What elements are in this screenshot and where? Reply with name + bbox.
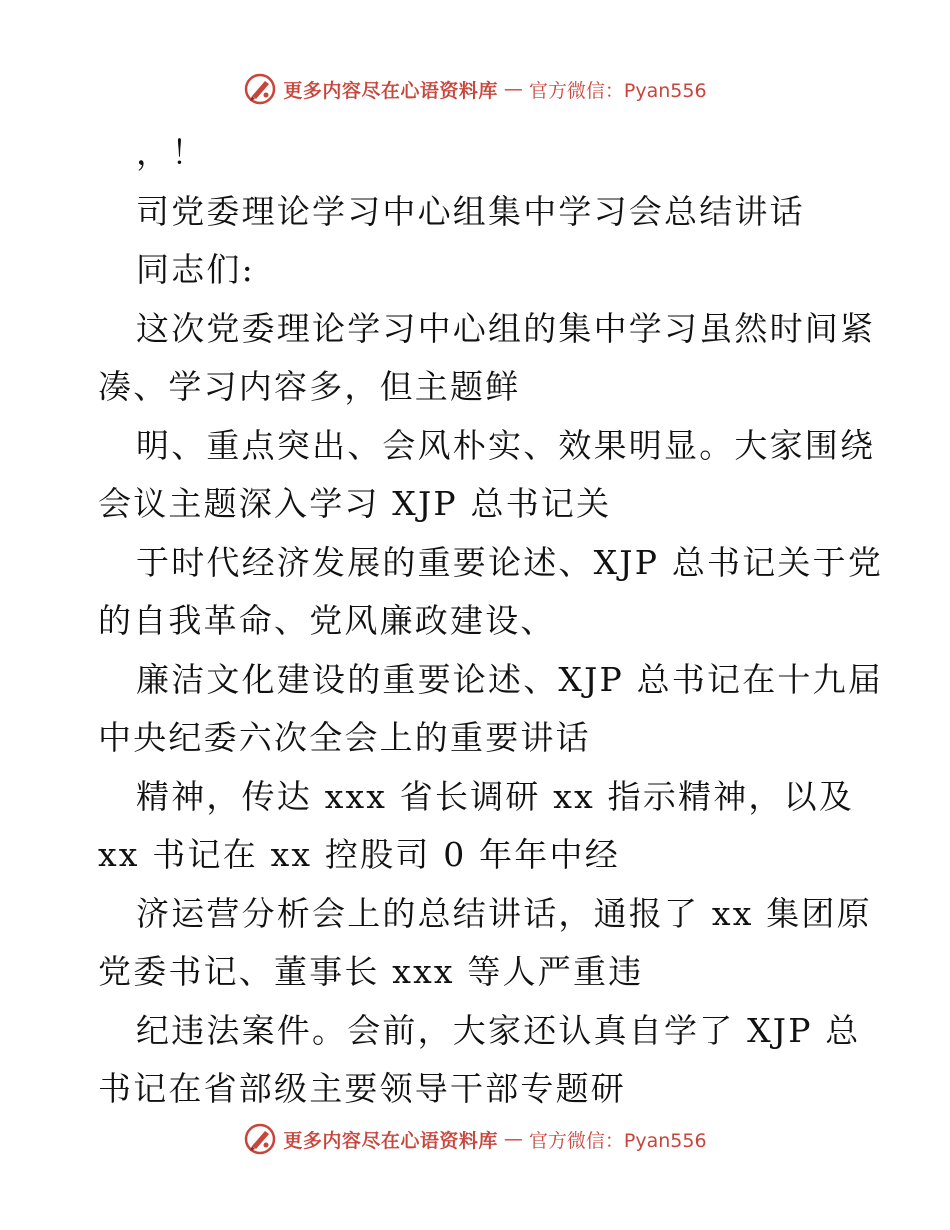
- watermark-contact: 官方微信：Pyan556: [528, 79, 707, 102]
- watermark-separator: —: [503, 1128, 523, 1150]
- text-line: 明、重点突出、会风朴实、效果明显。大家围绕: [136, 425, 876, 465]
- text-line: 纪违法案件。会前，大家还认真自学了 XJP 总: [136, 1010, 861, 1050]
- text-line: 中央纪委六次全会上的重要讲话: [98, 718, 591, 757]
- text-line: 济运营分析会上的总结讲话，通报了 xx 集团原: [136, 893, 872, 933]
- text-line: 的自我革命、党风廉政建设、: [98, 601, 556, 640]
- pen-logo-icon: [243, 72, 277, 106]
- text-line: 精神，传达 xxx 省长调研 xx 指示精神，以及: [136, 776, 855, 816]
- watermark-text: 更多内容尽在心语资料库: [283, 1129, 498, 1152]
- salutation: 同志们:: [136, 250, 255, 289]
- text-line: 会议主题深入学习 XJP 总书记关: [98, 484, 612, 523]
- watermark-text: 更多内容尽在心语资料库: [283, 79, 498, 102]
- text-line: 这次党委理论学习中心组的集中学习虽然时间紧: [136, 308, 876, 348]
- document-body: [98, 124, 884, 1119]
- text-line: ，！: [136, 133, 207, 172]
- text-line: 廉洁文化建设的重要论述、XJP 总书记在十九届: [136, 659, 884, 699]
- text-line: 党委书记、董事长 xxx 等人严重违: [98, 952, 644, 991]
- pen-logo-icon: [243, 1122, 277, 1156]
- text-line: 于时代经济发展的重要论述、XJP 总书记关于党: [136, 542, 884, 582]
- watermark-contact: 官方微信：Pyan556: [528, 1129, 707, 1152]
- watermark-separator: —: [503, 78, 523, 100]
- document-title: 司党委理论学习中心组集中学习会总结讲话: [136, 191, 805, 231]
- text-line: 凑、学习内容多，但主题鲜: [98, 367, 521, 406]
- text-line: xx 书记在 xx 控股司 0 年年中经: [98, 835, 620, 874]
- footer-watermark: [0, 1122, 950, 1156]
- header-watermark: [0, 72, 950, 106]
- text-line: 书记在省部级主要领导干部专题研: [98, 1069, 626, 1108]
